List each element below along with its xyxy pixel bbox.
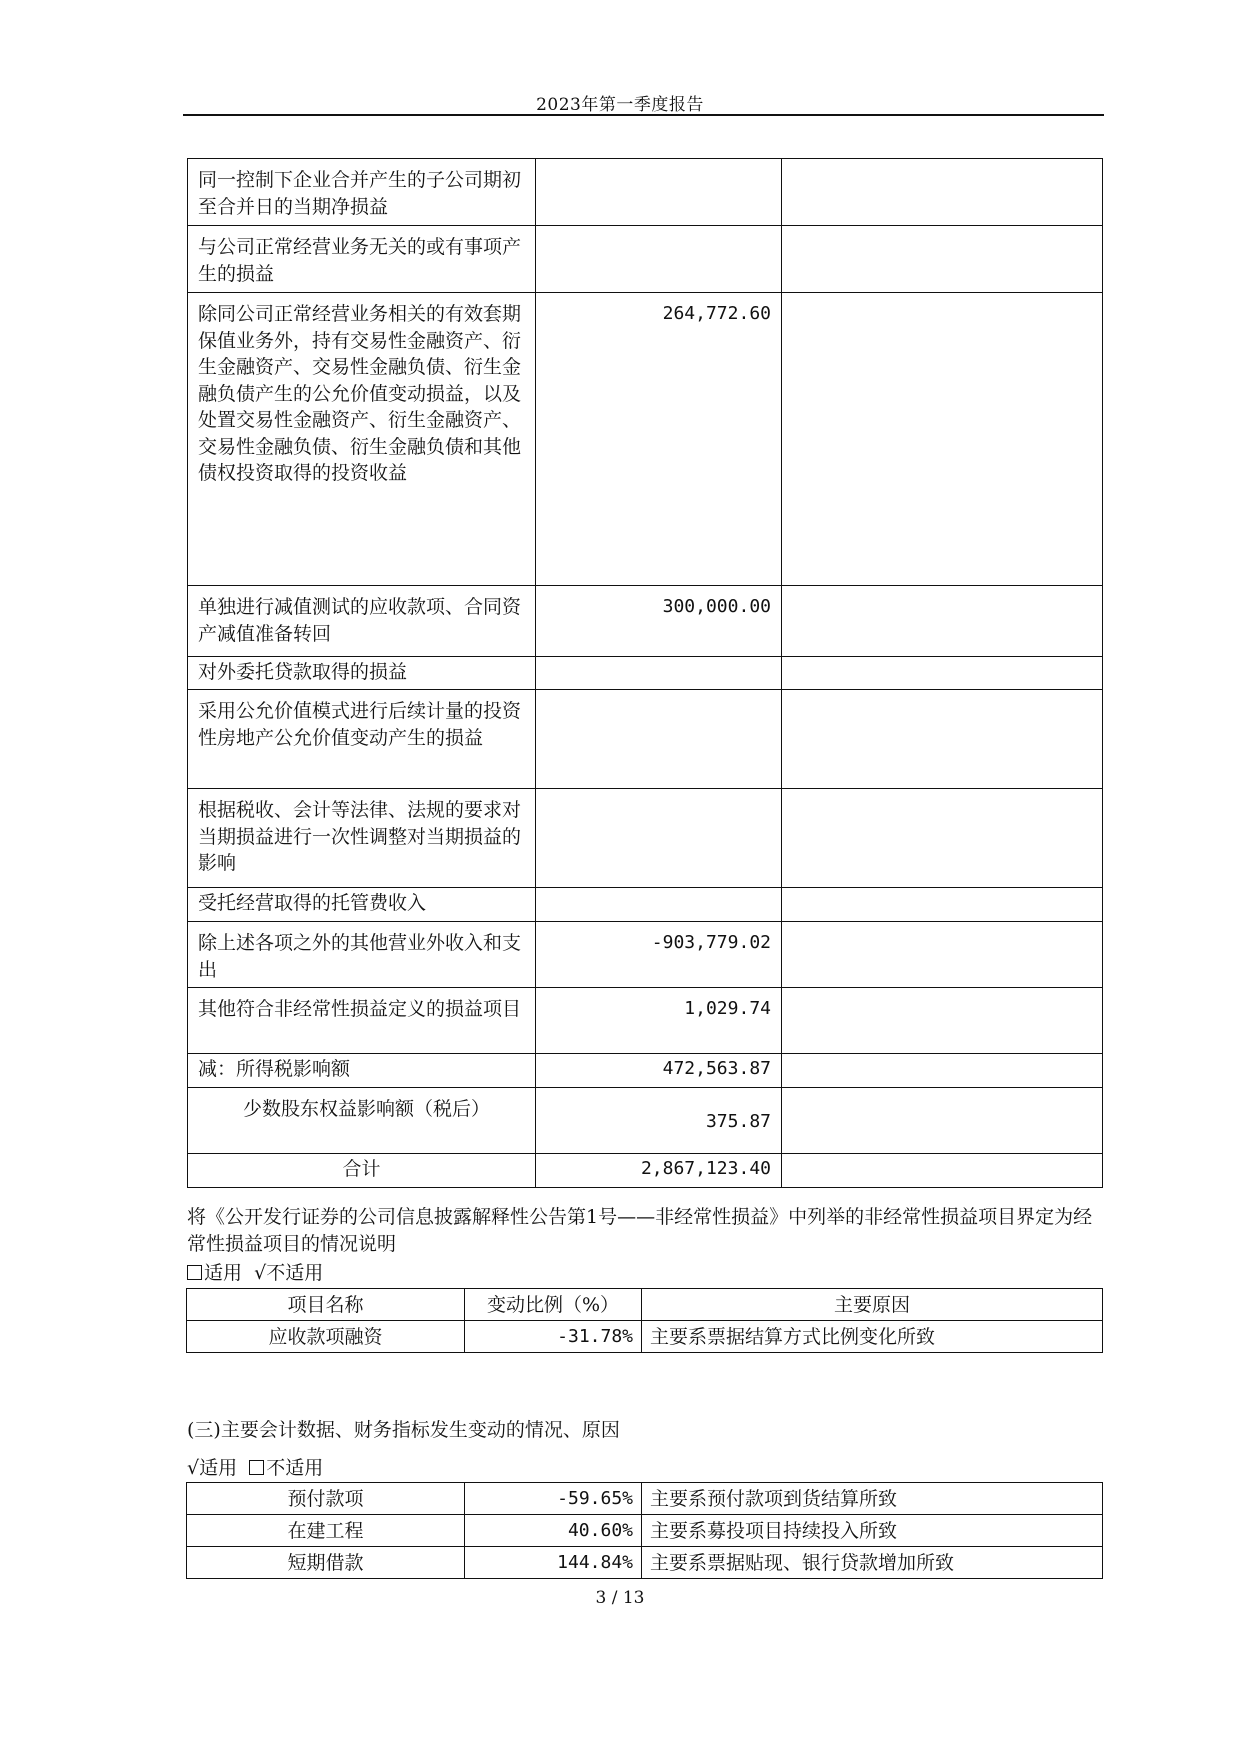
reclassification-note: 将《公开发行证券的公司信息披露解释性公告第1号——非经常性损益》中列举的非经常性损益项目界定为经常性损益项目的情况说明 [187,1206,1093,1255]
table-row [188,293,1103,586]
row-note [782,690,1103,789]
unchecked-box-icon [249,1460,264,1475]
row-note [782,159,1103,226]
change-ratio: 40.60% [465,1515,642,1547]
not-applicable-label: 不适用 [266,1262,324,1284]
main-reason: 主要系票据贴现、银行贷款增加所致 [642,1547,1103,1579]
row-item-label: 与公司正常经营业务无关的或有事项产生的损益 [188,226,536,293]
change-ratio: -59.65% [465,1483,642,1515]
row-amount [536,690,782,789]
row-note [782,226,1103,293]
non-recurring-gains-table [187,158,1103,1188]
table-row [187,1483,1103,1515]
row-amount: -903,779.02 [536,922,782,988]
table-row [188,159,1103,226]
applicability-line-2 [187,1455,1107,1482]
table-row [188,1154,1103,1188]
table-row [187,1515,1103,1547]
table-row [188,922,1103,988]
main-reason: 主要系票据结算方式比例变化所致 [642,1321,1103,1353]
row-amount [536,159,782,226]
row-item-label: 除同公司正常经营业务相关的有效套期保值业务外，持有交易性金融资产、衍生金融资产、交易性金融负债、衍生金融负债产生的公允价值变动损益，以及处置交易性金融资产、衍生金融资产、交易性金融负债、衍生金融负债和其他债权投资取得的投资收益 [188,293,536,586]
check-mark-icon: √ [187,1457,200,1479]
row-amount: 300,000.00 [536,586,782,657]
table-row [188,888,1103,922]
row-note [782,1088,1103,1154]
row-item-label: 合计 [188,1154,536,1188]
row-note [782,657,1103,690]
row-amount [536,226,782,293]
row-note [782,789,1103,888]
main-reason: 主要系预付款项到货结算所致 [642,1483,1103,1515]
table-row [187,1321,1103,1353]
table-row [188,226,1103,293]
row-item-label: 同一控制下企业合并产生的子公司期初至合并日的当期净损益 [188,159,536,226]
table-row [188,657,1103,690]
row-amount: 264,772.60 [536,293,782,586]
row-amount: 472,563.87 [536,1054,782,1088]
header-divider [183,114,1104,116]
row-item-label: 除上述各项之外的其他营业外收入和支出 [188,922,536,988]
row-note [782,922,1103,988]
item-name: 预付款项 [187,1483,465,1515]
row-amount: 375.87 [536,1088,782,1154]
page-number: 3 / 13 [595,1588,645,1608]
row-note [782,888,1103,922]
header-item-name: 项目名称 [187,1289,465,1321]
table-header-row [187,1289,1103,1321]
reclassified-items-table [186,1288,1103,1353]
main-reason: 主要系募投项目持续投入所致 [642,1515,1103,1547]
change-ratio: -31.78% [465,1321,642,1353]
table-row [188,789,1103,888]
item-name: 应收款项融资 [187,1321,465,1353]
row-note [782,988,1103,1054]
row-item-label: 其他符合非经常性损益定义的损益项目 [188,988,536,1054]
row-amount: 2,867,123.40 [536,1154,782,1188]
table-row [188,586,1103,657]
row-item-label: 减：所得税影响额 [188,1054,536,1088]
row-item-label: 根据税收、会计等法律、法规的要求对当期损益进行一次性调整对当期损益的影响 [188,789,536,888]
row-amount [536,888,782,922]
row-note [782,293,1103,586]
not-applicable-label: 不适用 [266,1457,324,1479]
row-amount [536,789,782,888]
row-note [782,586,1103,657]
row-amount: 1,029.74 [536,988,782,1054]
row-item-label: 采用公允价值模式进行后续计量的投资性房地产公允价值变动产生的损益 [188,690,536,789]
section-3-title: (三)主要会计数据、财务指标发生变动的情况、原因 [187,1419,620,1441]
check-mark-icon: √ [254,1262,267,1284]
key-changes-table [186,1482,1103,1579]
applicability-line-1 [187,1260,1107,1287]
table-row [188,1054,1103,1088]
table-row [188,988,1103,1054]
row-note [782,1154,1103,1188]
row-item-label: 受托经营取得的托管费收入 [188,888,536,922]
change-ratio: 144.84% [465,1547,642,1579]
table-row [187,1547,1103,1579]
row-amount [536,657,782,690]
header-main-reason: 主要原因 [642,1289,1103,1321]
applicable-label: 适用 [204,1262,243,1284]
row-item-label: 单独进行减值测试的应收款项、合同资产减值准备转回 [188,586,536,657]
report-header-title: 2023年第一季度报告 [536,95,704,115]
header-change-ratio: 变动比例（%） [465,1289,642,1321]
row-item-label: 少数股东权益影响额（税后） [188,1088,536,1154]
table-row [188,690,1103,789]
unchecked-box-icon [187,1265,202,1280]
row-note [782,1054,1103,1088]
item-name: 在建工程 [187,1515,465,1547]
row-item-label: 对外委托贷款取得的损益 [188,657,536,690]
applicable-label: 适用 [199,1457,238,1479]
item-name: 短期借款 [187,1547,465,1579]
table-row [188,1088,1103,1154]
